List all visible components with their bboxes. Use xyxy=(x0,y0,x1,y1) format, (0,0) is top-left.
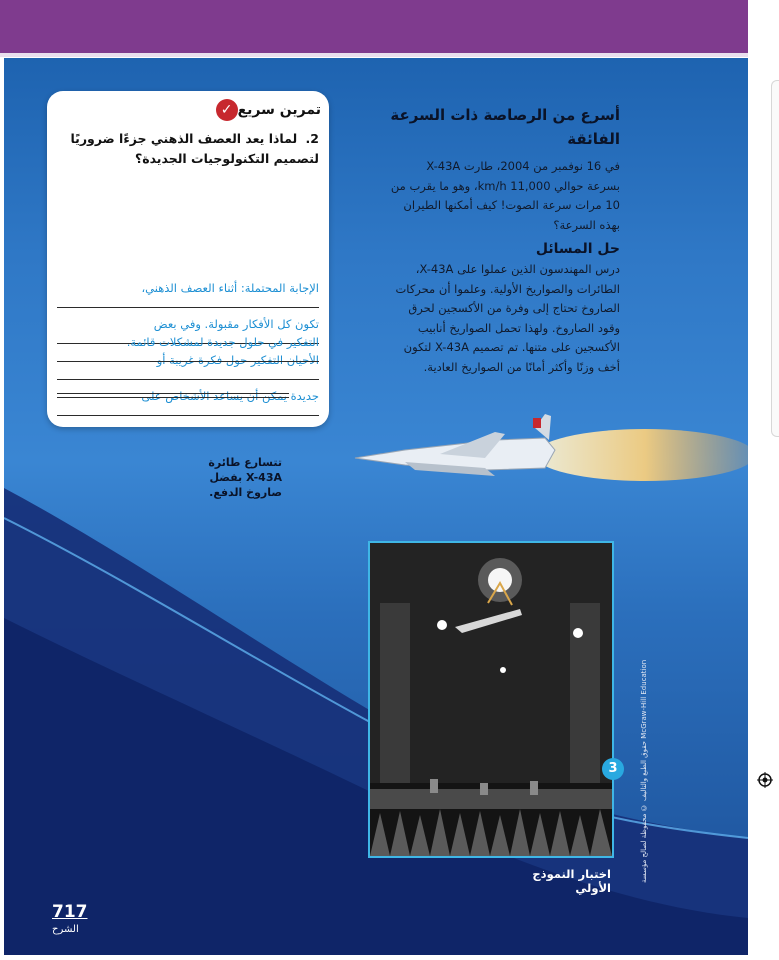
side-scroll-tab[interactable] xyxy=(771,80,779,437)
article-intro: في 16 نوفمبر من 2004، طارت X-43A بسرعة حوالي 11,000 km/h، وهو ما يقرب من 10 مرات سرعة الصوت! كيف أمكنها الطيران بهذه السرعة؟ xyxy=(390,159,620,232)
page-number: 717 xyxy=(52,902,88,922)
header-strip xyxy=(0,53,748,57)
solution-heading: حل المسائل xyxy=(535,241,620,257)
answer-line-5: التفكير في حلول جديدة لمشكلات قائمة. xyxy=(57,325,319,362)
x43a-plane-illustration xyxy=(345,410,748,500)
anechoic-chamber-image xyxy=(370,543,612,856)
answer-line-1: الإجابة المحتملة: أثناء العصف الذهني، xyxy=(57,271,319,308)
exercise-question xyxy=(57,129,319,169)
answer-line-2: تكون كل الأفكار مقبولة. وفي بعض xyxy=(57,307,319,344)
photo-caption: اختبار النموذج الأولي xyxy=(532,867,611,895)
article xyxy=(390,103,620,377)
answer-line-4: جديدة يمكن أن يساعد الأشخاص على xyxy=(57,379,319,416)
page-section-label: الشرح xyxy=(52,924,79,935)
header-band xyxy=(0,0,748,53)
exercise-title: تمرين سريع xyxy=(237,102,321,118)
registration-mark-icon xyxy=(757,772,773,788)
figure-number-badge: 3 xyxy=(602,758,624,780)
solution-text: درس المهندسون الذين عملوا على X-43A، الطائرات والصواريخ الأولية. وعلموا أن محركات الصاروخ تحتاج إلى وفرة من الأكسجين لحرق وقود الصاروخ. ولهذا تحمل الصواريخ أنابيب الأكسجين على متنها. تم تصميم X-43A لتكون أخف وزنًا وأكثر أمانًا من الصواريخ العادية. xyxy=(395,262,620,374)
answer-line-7 xyxy=(57,357,289,394)
prototype-test-photo xyxy=(368,541,614,858)
exercise-header xyxy=(210,99,321,121)
plane-caption: تتسارع طائرة X-43A بفضل صاروخ الدفع. xyxy=(208,456,282,499)
answer-line-3: الأحيان التفكير حول فكرة غريبة أو xyxy=(57,343,319,380)
checkmark-icon: ✓ xyxy=(216,99,238,121)
article-title: أسرع من الرصاصة ذات السرعة الفائقة xyxy=(390,106,620,148)
copyright-credit: McGraw-Hill Education حقوق الطبع والتأليف © محفوظة لصالح مؤسسة xyxy=(640,660,648,884)
question-number: 2. xyxy=(305,131,319,146)
question-text: لماذا يعد العصف الذهني جزءًا ضروريًا لتصميم التكنولوجيات الجديدة؟ xyxy=(70,131,319,166)
